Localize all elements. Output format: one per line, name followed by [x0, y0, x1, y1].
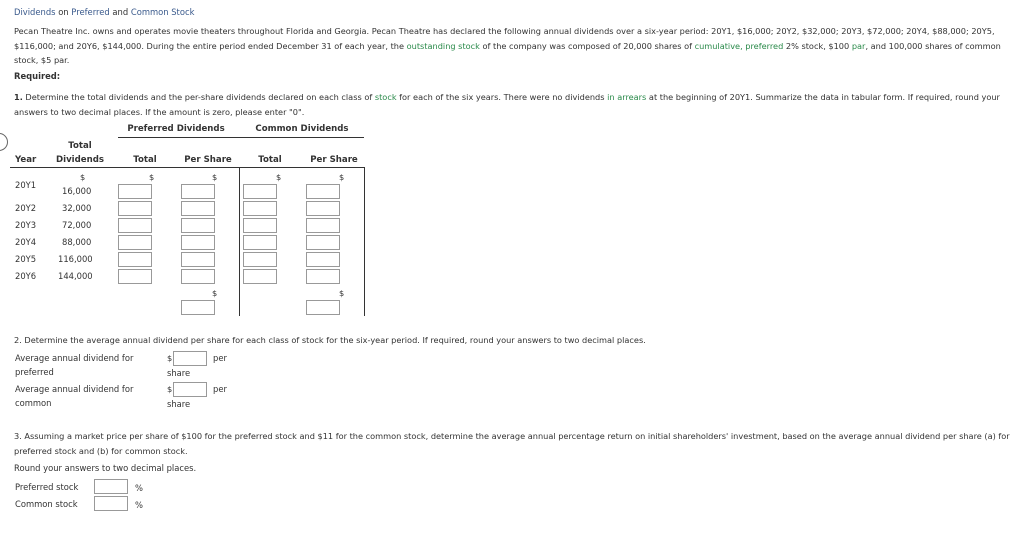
pref-per-share-input-20y3[interactable]	[181, 218, 215, 233]
row-dividends-20y3: 72,000	[62, 220, 92, 230]
pref-total-input-20y1[interactable]	[118, 184, 152, 199]
q2-com-share: share	[167, 399, 191, 409]
question-2: 2. Determine the average annual dividend per share for each class of stock for the six-year period. If required, round your answers to two decimal places.	[14, 335, 646, 345]
q1-number: 1.	[14, 92, 23, 102]
row-year-20y1: 20Y1	[15, 180, 37, 190]
pref-column-rule	[239, 167, 240, 316]
scroll-handle-icon[interactable]	[0, 133, 8, 151]
q1-text-2: for each of the six years. There were no dividends	[396, 92, 608, 102]
com-per-share-input-20y6[interactable]	[306, 269, 340, 284]
question-3: 3. Assuming a market price per share of $100 for the preferred stock and $11 for the common stock, determine the average annual percentage return on initial shareholders' investment, based on the average annual dividend per share (a) for preferred stock and (b) for common stock.	[14, 431, 1010, 456]
row-dividends-20y5: 116,000	[58, 254, 93, 264]
dividends-currency: $	[80, 172, 86, 182]
question-1	[14, 90, 1022, 119]
q3-preferred-label: Preferred stock	[15, 482, 79, 492]
com-per-share-input-20y4[interactable]	[306, 235, 340, 250]
header-rule	[10, 167, 364, 168]
header-year: Year	[15, 155, 37, 165]
com-per-share-input-20y1[interactable]	[306, 184, 340, 199]
q2-pref-currency: $	[167, 353, 173, 363]
outstanding-stock-link[interactable]: outstanding stock	[406, 40, 480, 51]
cumulative-preferred-link[interactable]: cumulative, preferred	[694, 40, 784, 51]
header-total-2: Dividends	[56, 155, 104, 165]
pref-per-share-input-20y6[interactable]	[181, 269, 215, 284]
q2-pref-label-2: preferred	[15, 367, 54, 377]
com-per-share-input-20y3[interactable]	[306, 218, 340, 233]
avg-dividend-common-input[interactable]	[173, 382, 207, 397]
com-total-input-20y4[interactable]	[243, 235, 277, 250]
intro-text-1: Pecan Theatre Inc. owns and operates movie theaters throughout Florida and Georgia. Pecan Theatre has declared the following annual dividends over a six-year period: 20Y1, $16,000; 20Y2, $32,000; 20Y3, $72,000; 20Y4, $88,000; 20Y5, $116,000; and 20Y6, $144,000. During the entire period ended December 31 of each year, the	[14, 26, 995, 51]
pref-per-share-input-20y5[interactable]	[181, 252, 215, 267]
q2-com-label-2: common	[15, 398, 52, 408]
pref-per-share-input-20y2[interactable]	[181, 201, 215, 216]
stock-link[interactable]: stock	[374, 92, 397, 102]
pref-total-input-20y4[interactable]	[118, 235, 152, 250]
header-preferred-dividends: Preferred Dividends	[127, 124, 225, 134]
q2-pref-label-1: Average annual dividend for	[15, 353, 134, 363]
header-common-dividends: Common Dividends	[255, 124, 349, 134]
q3-common-pct: %	[135, 500, 143, 510]
row-year-20y4: 20Y4	[15, 237, 37, 247]
com-sum-currency: $	[339, 288, 345, 298]
q1-text-3: at the beginning of 20Y1. Summarize the data in tabular form. If required, round your answers to two decimal places. If the amount is zero, please enter "0".	[14, 92, 1000, 117]
page-title	[14, 5, 194, 19]
q3-preferred-pct: %	[135, 483, 143, 493]
com-total-input-20y6[interactable]	[243, 269, 277, 284]
q2-com-currency: $	[167, 384, 173, 394]
pref-per-share-input-20y1[interactable]	[181, 184, 215, 199]
pref-total-input-20y6[interactable]	[118, 269, 152, 284]
row-dividends-20y2: 32,000	[62, 203, 92, 213]
pref-sum-currency: $	[212, 288, 218, 298]
row-dividends-20y1: 16,000	[62, 186, 92, 196]
com-total-currency: $	[276, 172, 282, 182]
in-arrears-link[interactable]: in arrears	[607, 92, 647, 102]
pref-total-currency: $	[149, 172, 155, 182]
avg-dividend-preferred-input[interactable]	[173, 351, 207, 366]
row-dividends-20y4: 88,000	[62, 237, 92, 247]
com-total-input-20y5[interactable]	[243, 252, 277, 267]
pref-total-input-20y2[interactable]	[118, 201, 152, 216]
title-on: on	[58, 7, 69, 17]
row-dividends-20y6: 144,000	[58, 271, 93, 281]
intro-text-3: 2% stock, $100	[783, 40, 852, 51]
com-per-share-input-20y5[interactable]	[306, 252, 340, 267]
header-com-per-share: Per Share	[310, 155, 358, 165]
title-common-stock[interactable]: Common Stock	[130, 7, 195, 17]
pref-per-share-total-input[interactable]	[181, 300, 215, 315]
title-dividends: Dividends	[14, 7, 56, 17]
q2-com-label-1: Average annual dividend for	[15, 384, 134, 394]
intro-text-4: , and 100,000 shares of common stock, $5 par.	[14, 40, 1001, 65]
q2-pref-per: per	[213, 353, 227, 363]
q2-com-per: per	[213, 384, 227, 394]
required-heading: Required:	[14, 71, 61, 81]
q1-text-1: Determine the total dividends and the per-share dividends declared on each class of	[22, 92, 375, 102]
par-link[interactable]: par	[851, 40, 866, 51]
pref-per-share-currency: $	[212, 172, 218, 182]
title-preferred[interactable]: Preferred	[71, 7, 110, 17]
pref-total-input-20y5[interactable]	[118, 252, 152, 267]
intro-paragraph	[14, 24, 1019, 68]
pref-total-input-20y3[interactable]	[118, 218, 152, 233]
pref-per-share-input-20y4[interactable]	[181, 235, 215, 250]
q2-pref-share: share	[167, 368, 191, 378]
return-common-input[interactable]	[94, 496, 128, 511]
com-total-input-20y1[interactable]	[243, 184, 277, 199]
com-per-share-currency: $	[339, 172, 345, 182]
row-year-20y6: 20Y6	[15, 271, 37, 281]
row-year-20y2: 20Y2	[15, 203, 37, 213]
com-column-rule	[364, 167, 365, 316]
title-and: and	[112, 7, 129, 17]
q3-common-label: Common stock	[15, 499, 78, 509]
com-total-input-20y2[interactable]	[243, 201, 277, 216]
com-per-share-total-input[interactable]	[306, 300, 340, 315]
header-com-total: Total	[258, 155, 282, 165]
group-header-rule	[118, 137, 364, 138]
row-year-20y5: 20Y5	[15, 254, 37, 264]
com-per-share-input-20y2[interactable]	[306, 201, 340, 216]
intro-text-2: of the company was composed of 20,000 shares of	[479, 40, 695, 51]
header-pref-total: Total	[133, 155, 157, 165]
header-total-1: Total	[68, 141, 92, 151]
return-preferred-input[interactable]	[94, 479, 128, 494]
com-total-input-20y3[interactable]	[243, 218, 277, 233]
header-pref-per-share: Per Share	[184, 155, 232, 165]
row-year-20y3: 20Y3	[15, 220, 37, 230]
q3-round-note: Round your answers to two decimal places.	[14, 463, 197, 473]
